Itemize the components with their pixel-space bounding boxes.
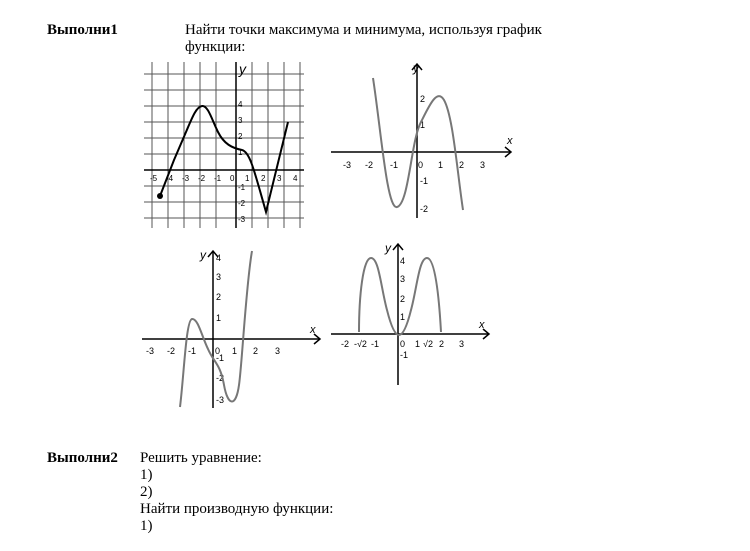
graph2-x-tick-labels <box>343 160 485 170</box>
svg-text:-2: -2 <box>238 199 246 208</box>
task2-label: Выполни2 <box>47 450 118 466</box>
svg-text:1: 1 <box>438 160 444 170</box>
svg-text:-1: -1 <box>371 339 380 349</box>
svg-text:-1: -1 <box>390 160 399 170</box>
task1-label: Выполни1 <box>47 22 118 38</box>
graph3-function-plot <box>140 245 325 410</box>
svg-text:-1: -1 <box>420 176 429 186</box>
svg-text:3: 3 <box>216 272 222 282</box>
svg-text:-1: -1 <box>400 350 409 360</box>
svg-text:-3: -3 <box>238 215 246 224</box>
graph1-y-label: y <box>239 61 246 77</box>
svg-text:-1: -1 <box>188 346 197 356</box>
svg-text:3: 3 <box>480 160 486 170</box>
graph2-y-label: y <box>413 61 419 75</box>
svg-text:-3: -3 <box>182 174 190 183</box>
task2-line4: Найти производную функции: <box>140 501 334 517</box>
svg-text:0: 0 <box>230 174 235 183</box>
svg-text:-5: -5 <box>150 174 158 183</box>
graph4-y-label: y <box>385 241 391 255</box>
graph2-x-label: x <box>507 135 513 147</box>
task2-line2: 1) <box>140 467 153 483</box>
svg-text:-1: -1 <box>214 174 222 183</box>
svg-text:1: 1 <box>216 313 222 323</box>
svg-text:-2: -2 <box>420 204 429 214</box>
graph3-y-label: y <box>200 248 206 262</box>
graph4-function-plot <box>329 240 494 390</box>
svg-text:1: 1 <box>245 174 250 183</box>
svg-text:0: 0 <box>400 339 406 349</box>
graph4-x-label: x <box>479 319 485 331</box>
task2-line1: Решить уравнение: <box>140 450 262 466</box>
svg-text:-2: -2 <box>198 174 206 183</box>
svg-text:2: 2 <box>253 346 259 356</box>
svg-text:4: 4 <box>400 256 406 266</box>
task1-instruction-line1: Найти точки максимума и минимума, используя график <box>185 22 542 38</box>
svg-text:0: 0 <box>418 160 424 170</box>
svg-text:-4: -4 <box>166 174 174 183</box>
svg-text:1: 1 <box>400 312 406 322</box>
svg-text:-3: -3 <box>216 395 225 405</box>
graph1-grid <box>144 62 304 228</box>
graph3-axes <box>142 251 320 408</box>
svg-text:3: 3 <box>459 339 465 349</box>
svg-text:4: 4 <box>293 174 298 183</box>
svg-text:-√2: -√2 <box>354 339 367 349</box>
graph2-axes <box>331 64 511 218</box>
svg-text:2: 2 <box>459 160 465 170</box>
svg-text:√2: √2 <box>423 339 433 349</box>
svg-text:2: 2 <box>439 339 445 349</box>
svg-text:3: 3 <box>238 116 243 125</box>
svg-text:2: 2 <box>420 94 426 104</box>
svg-text:1: 1 <box>415 339 421 349</box>
svg-text:3: 3 <box>275 346 281 356</box>
task1-instruction-line2: функции: <box>185 39 246 55</box>
svg-text:-2: -2 <box>216 373 225 383</box>
svg-text:3: 3 <box>277 174 282 183</box>
svg-text:3: 3 <box>400 274 406 284</box>
svg-text:2: 2 <box>216 292 222 302</box>
svg-text:1: 1 <box>232 346 238 356</box>
graph4-x-tick-labels <box>341 339 464 349</box>
svg-text:4: 4 <box>216 253 222 263</box>
svg-text:-2: -2 <box>341 339 350 349</box>
svg-text:2: 2 <box>400 294 406 304</box>
svg-text:-3: -3 <box>343 160 352 170</box>
svg-text:4: 4 <box>238 100 243 109</box>
svg-text:2: 2 <box>261 174 266 183</box>
graph1-endpoint <box>157 193 163 199</box>
graph3-x-label: x <box>310 324 316 336</box>
task2-line3: 2) <box>140 484 153 500</box>
svg-text:1: 1 <box>238 148 243 157</box>
svg-text:1: 1 <box>420 120 426 130</box>
task2-line5: 1) <box>140 518 153 534</box>
graph1-y-tick-labels <box>238 100 246 224</box>
graph2-curve <box>373 78 463 210</box>
svg-text:-1: -1 <box>238 183 246 192</box>
svg-text:0: 0 <box>215 346 221 356</box>
svg-text:-2: -2 <box>167 346 176 356</box>
svg-text:-3: -3 <box>146 346 155 356</box>
svg-text:-1: -1 <box>216 353 225 363</box>
graph2-function-plot <box>329 60 519 220</box>
svg-text:2: 2 <box>238 132 243 141</box>
graph1-function-plot <box>142 60 306 230</box>
svg-text:-2: -2 <box>365 160 374 170</box>
